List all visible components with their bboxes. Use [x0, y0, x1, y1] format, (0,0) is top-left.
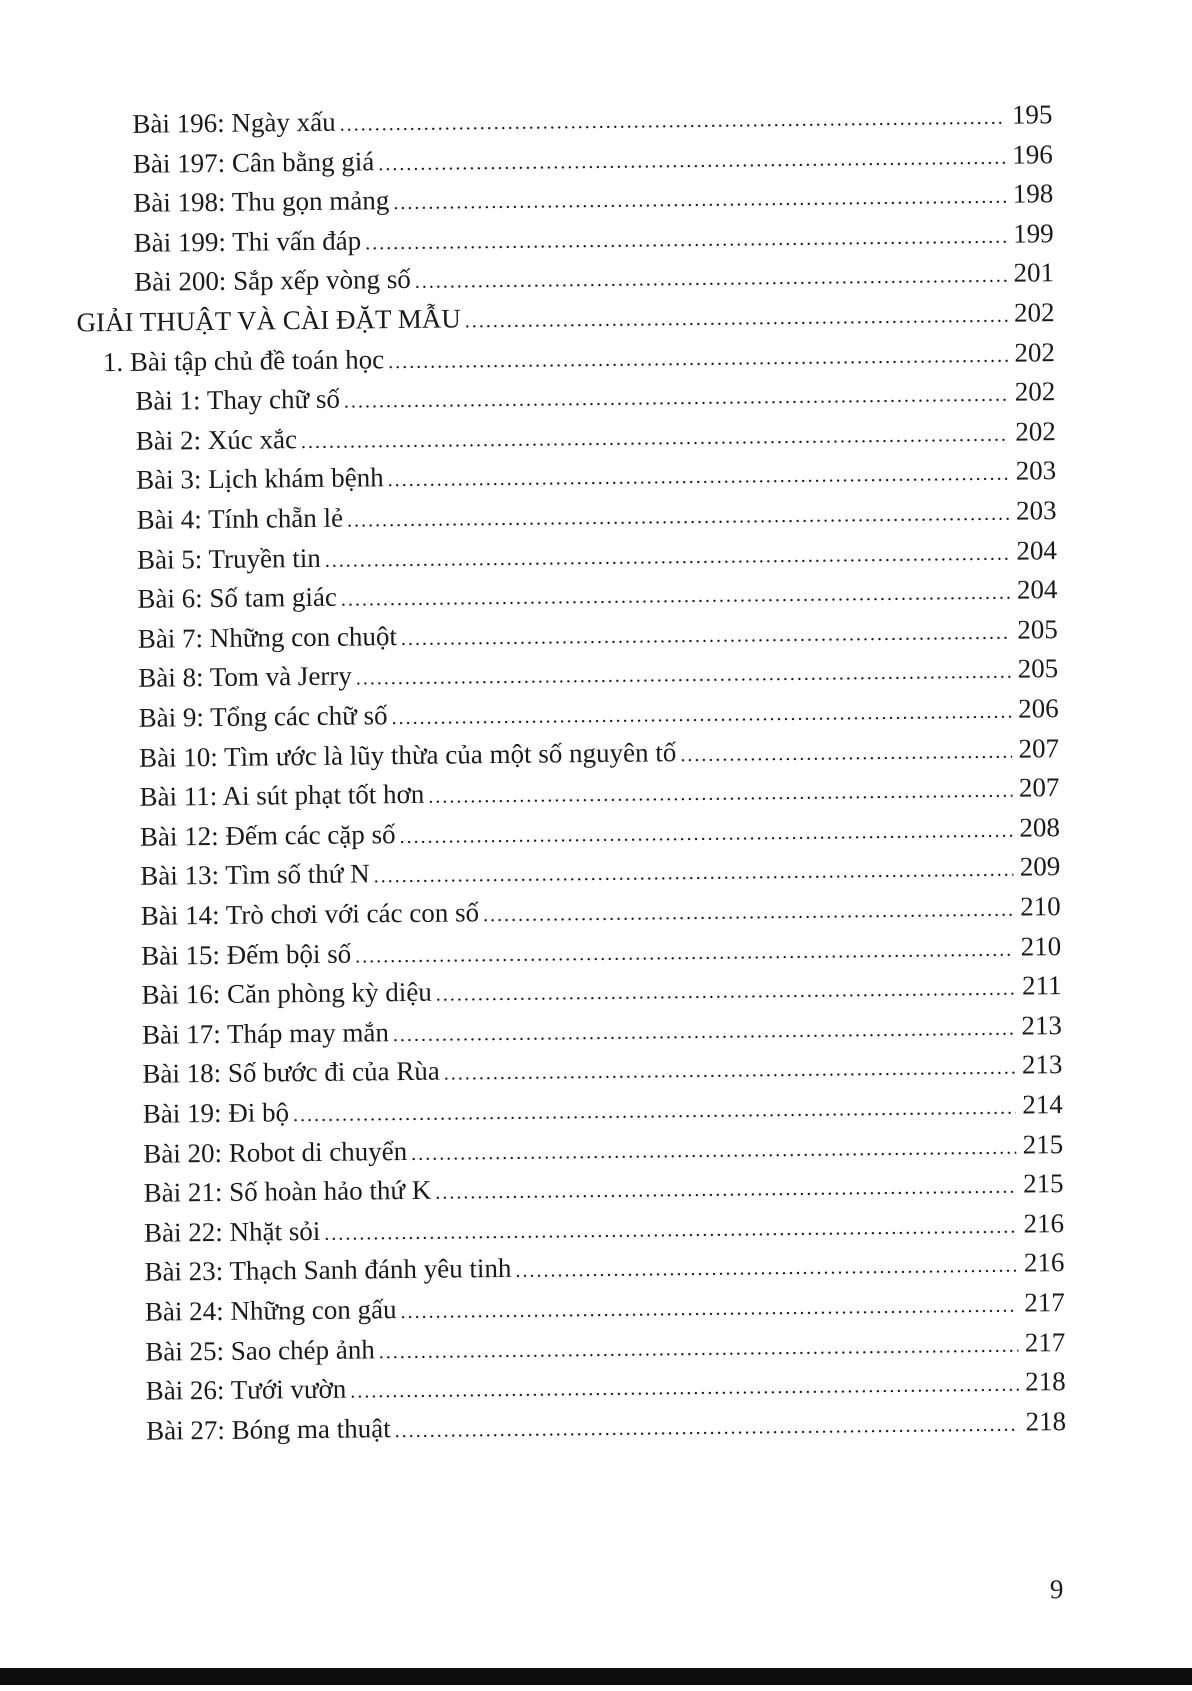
toc-entry-page: 216	[1023, 1247, 1065, 1278]
toc-entry-page: 217	[1024, 1287, 1065, 1318]
toc-entry-page: 218	[1025, 1366, 1066, 1397]
toc-entry-title: Bài 4: Tính chẵn lẻ	[136, 502, 344, 535]
toc-entry-page: 207	[1018, 772, 1060, 803]
toc-entry-page: 198	[1012, 178, 1054, 209]
toc-entry-title: Bài 20: Robot di chuyển	[143, 1135, 408, 1169]
toc-entry-page: 201	[1013, 257, 1055, 288]
toc-entry-title: Bài 8: Tom và Jerry	[138, 660, 352, 693]
toc-entry-page: 218	[1025, 1406, 1067, 1437]
toc-entry-title: Bài 27: Bóng ma thuật	[145, 1413, 391, 1446]
toc-entry-title: Bài 11: Ai sút phạt tốt hơn	[139, 778, 425, 812]
toc-entry-page: 199	[1012, 218, 1054, 249]
toc-entry-title: Bài 200: Sắp xếp vòng số	[133, 263, 411, 297]
toc-entry-title: Bài 1: Thay chữ số	[135, 383, 341, 416]
toc-entry-title: Bài 10: Tìm ước là lũy thừa của một số nguyên tố	[138, 737, 677, 773]
toc-entry-page: 214	[1022, 1089, 1063, 1120]
toc-entry-title: Bài 196: Ngày xấu	[132, 106, 336, 139]
toc-entry-page: 208	[1019, 812, 1061, 843]
toc-entry-page: 213	[1021, 1010, 1063, 1041]
toc-entry-page: 203	[1015, 455, 1057, 486]
toc-entry-page: 216	[1023, 1208, 1065, 1239]
toc-entry-page: 202	[1013, 297, 1055, 328]
toc-entry-page: 202	[1014, 337, 1056, 368]
toc-entry-page: 217	[1024, 1327, 1066, 1358]
toc-entry-title: Bài 14: Trò chơi với các con số	[140, 897, 480, 931]
toc-entry-page: 206	[1017, 693, 1059, 724]
toc-entry-title: Bài 2: Xúc xắc	[135, 424, 298, 456]
toc-entry-title: Bài 3: Lịch khám bệnh	[136, 462, 384, 495]
toc-entry-page: 195	[1011, 99, 1053, 130]
page-number: 9	[1049, 1574, 1064, 1605]
toc-entry-page: 203	[1015, 495, 1057, 526]
toc-entry-page: 202	[1015, 416, 1056, 447]
toc-entry-title: Bài 21: Số hoàn hảo thứ K	[143, 1174, 432, 1208]
toc-entry-page: 215	[1022, 1168, 1064, 1199]
toc-entry-page: 207	[1018, 733, 1060, 764]
toc-entry-title: Bài 5: Truyền tin	[136, 542, 321, 575]
toc-entry-page: 213	[1021, 1049, 1063, 1080]
toc-entry-title: Bài 19: Đi bộ	[142, 1097, 290, 1129]
toc-entry-title: Bài 13: Tìm số thứ N	[140, 858, 370, 891]
toc-entry-page: 204	[1016, 574, 1058, 605]
toc-entry-title: Bài 24: Những con gấu	[144, 1294, 397, 1327]
dot-leader	[394, 1404, 1019, 1453]
toc-entry-page: 209	[1019, 851, 1061, 882]
toc-entry-title: GIẢI THUẬT VÀ CÀI ĐẶT MẪU	[76, 303, 461, 338]
toc-entry-title: Bài 12: Đếm các cặp số	[139, 819, 396, 852]
toc-entry-page: 204	[1016, 535, 1058, 566]
toc-entry-title: Bài 22: Nhặt sỏi	[143, 1215, 321, 1248]
toc-entry-title: Bài 18: Số bước đi của Rùa	[142, 1055, 440, 1089]
toc-entry	[146, 1400, 1066, 1452]
toc-entry-title: Bài 23: Thạch Sanh đánh yêu tinh	[144, 1252, 512, 1287]
toc-entry-title: Bài 16: Căn phòng kỳ diệu	[141, 976, 432, 1010]
table-of-contents	[0, 92, 1184, 1446]
toc-entry-title: Bài 198: Thu gọn mảng	[133, 185, 390, 218]
scan-edge	[0, 1668, 1192, 1685]
toc-entry-title: Bài 199: Thi vấn đáp	[133, 225, 362, 258]
toc-entry-page: 205	[1017, 653, 1059, 684]
toc-entry-page: 210	[1020, 931, 1062, 962]
toc-entry-page: 215	[1022, 1129, 1064, 1160]
toc-entry-title: Bài 17: Tháp may mắn	[141, 1017, 390, 1050]
toc-entry-page: 196	[1012, 139, 1053, 170]
toc-entry-title: Bài 25: Sao chép ảnh	[145, 1334, 375, 1367]
toc-entry-page: 210	[1020, 891, 1061, 922]
toc-entry-title: Bài 7: Những con chuột	[137, 621, 398, 654]
toc-entry-page: 202	[1014, 376, 1056, 407]
toc-entry-title: Bài 6: Số tam giác	[137, 581, 338, 614]
toc-entry-page: 211	[1021, 970, 1062, 1001]
toc-entry-title: Bài 26: Tưới vườn	[145, 1373, 347, 1406]
toc-entry-title: Bài 15: Đếm bội số	[141, 938, 352, 971]
toc-entry-title: Bài 197: Cân bằng giá	[132, 146, 375, 179]
toc-entry-title: 1. Bài tập chủ đề toán học	[102, 344, 385, 378]
toc-entry-page: 205	[1017, 614, 1058, 645]
toc-entry-title: Bài 9: Tổng các chữ số	[138, 700, 388, 733]
